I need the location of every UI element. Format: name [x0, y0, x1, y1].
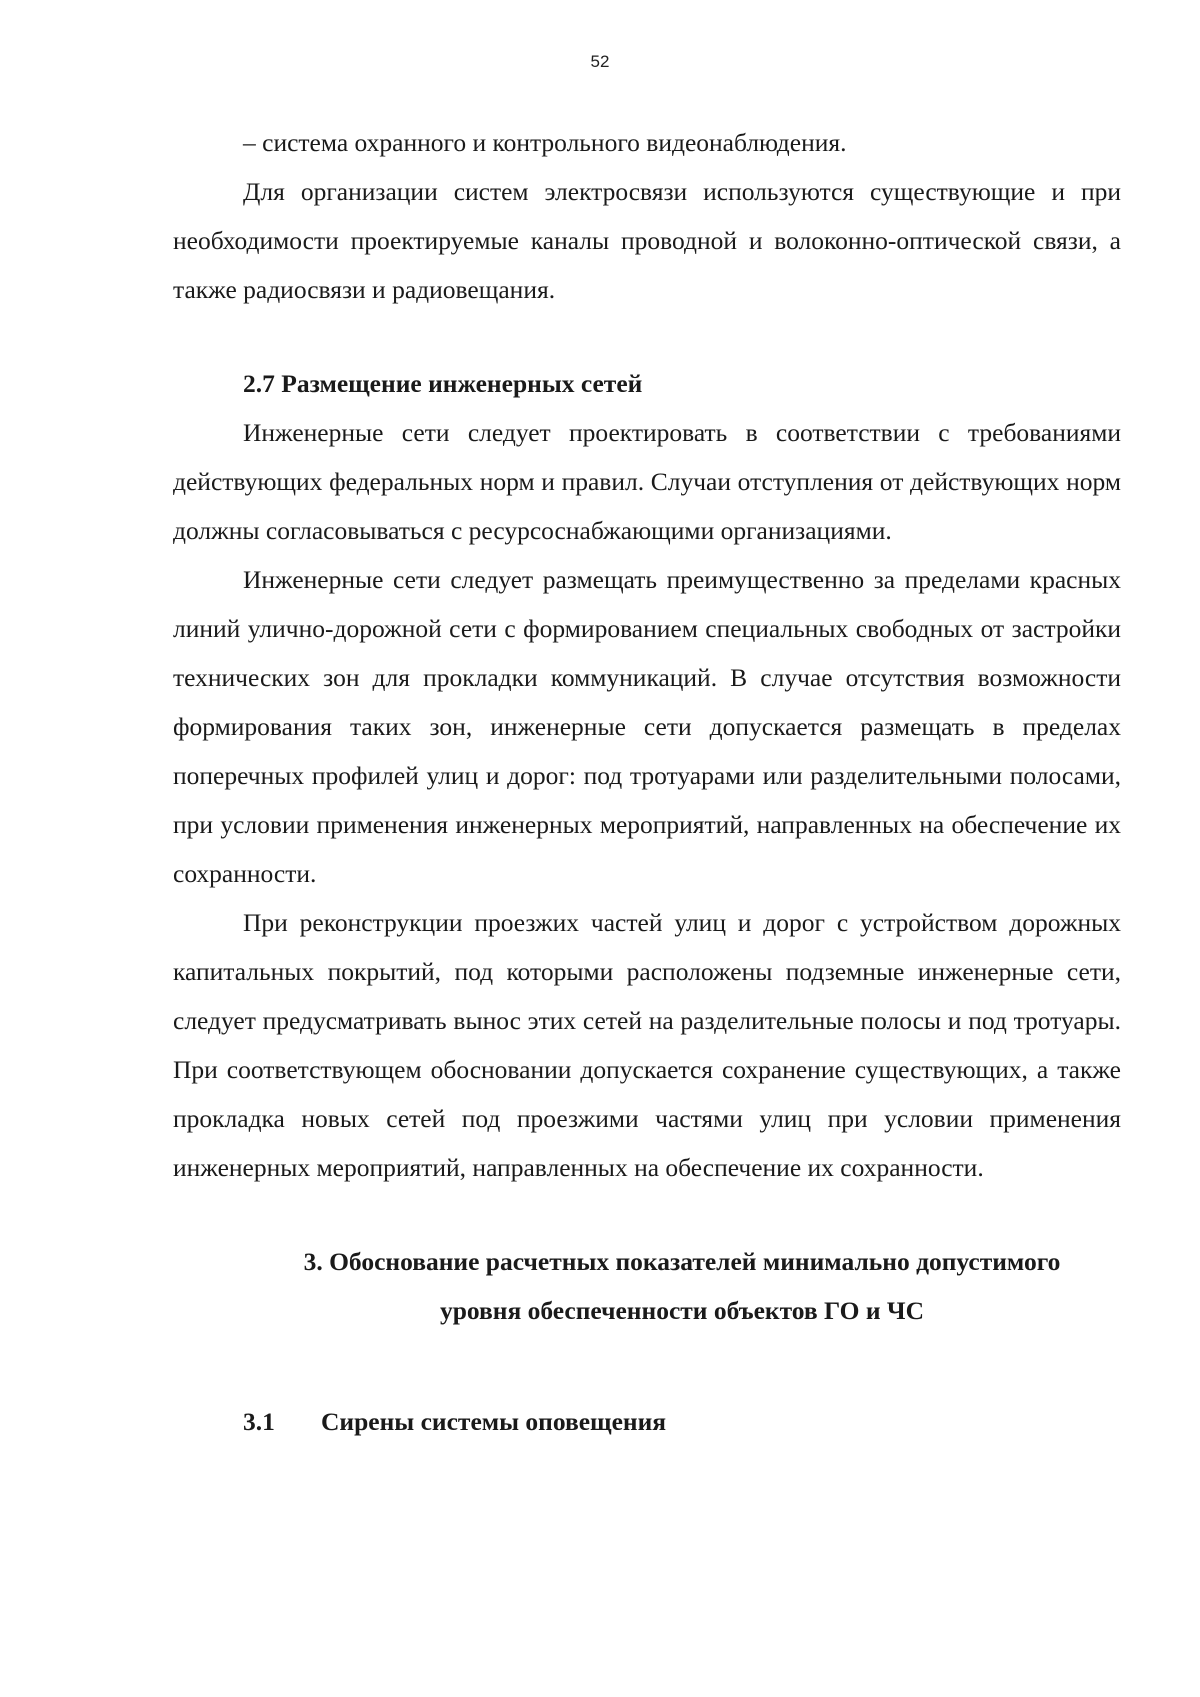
section-heading-3-1: [173, 1397, 1121, 1446]
section-title: Сирены системы оповещения: [321, 1407, 667, 1436]
document-body: [173, 118, 1121, 1446]
section-number: 3.1: [243, 1407, 275, 1436]
page-number: 52: [590, 52, 610, 71]
paragraph: Для организации систем электросвязи используются существующие и при необходимости проектируемые каналы проводной и волоконно-оптической связи, а также радиосвязи и радиовещания.: [173, 177, 1121, 304]
section-heading-3-line1: 3. Обоснование расчетных показателей минимально допустимого: [303, 1247, 1061, 1276]
section-heading-2-7: 2.7 Размещение инженерных сетей: [243, 369, 643, 398]
paragraph: При реконструкции проезжих частей улиц и дорог с устройством дорожных капитальных покрытий, под которыми расположены подземные инженерные сети, следует предусматривать вынос этих сетей на разделительные полосы и под тротуары. При соответствующем обосновании допускается сохранение существующих, а также прокладка новых сетей под проезжими частями улиц при условии применения инженерных мероприятий, направленных на обеспечение их сохранности.: [173, 908, 1121, 1182]
paragraph: Инженерные сети следует проектировать в соответствии с требованиями действующих федеральных норм и правил. Случаи отступления от действующих норм должны согласовываться с ресурсоснабжающими организациями.: [173, 418, 1121, 545]
section-heading-3: [173, 1237, 1121, 1335]
paragraph: Инженерные сети следует размещать преимущественно за пределами красных линий улично-дорожной сети с формированием специальных свободных от застройки технических зон для прокладки коммуникаций. В случае отсутствия возможности формирования таких зон, инженерные сети допускается размещать в пределах поперечных профилей улиц и дорог: под тротуарами или разделительными полосами, при условии применения инженерных мероприятий, направленных на обеспечение их сохранности.: [173, 565, 1121, 888]
section-heading-3-line2: уровня обеспеченности объектов ГО и ЧС: [439, 1296, 925, 1325]
list-item: – система охранного и контрольного видеонаблюдения.: [243, 128, 847, 157]
